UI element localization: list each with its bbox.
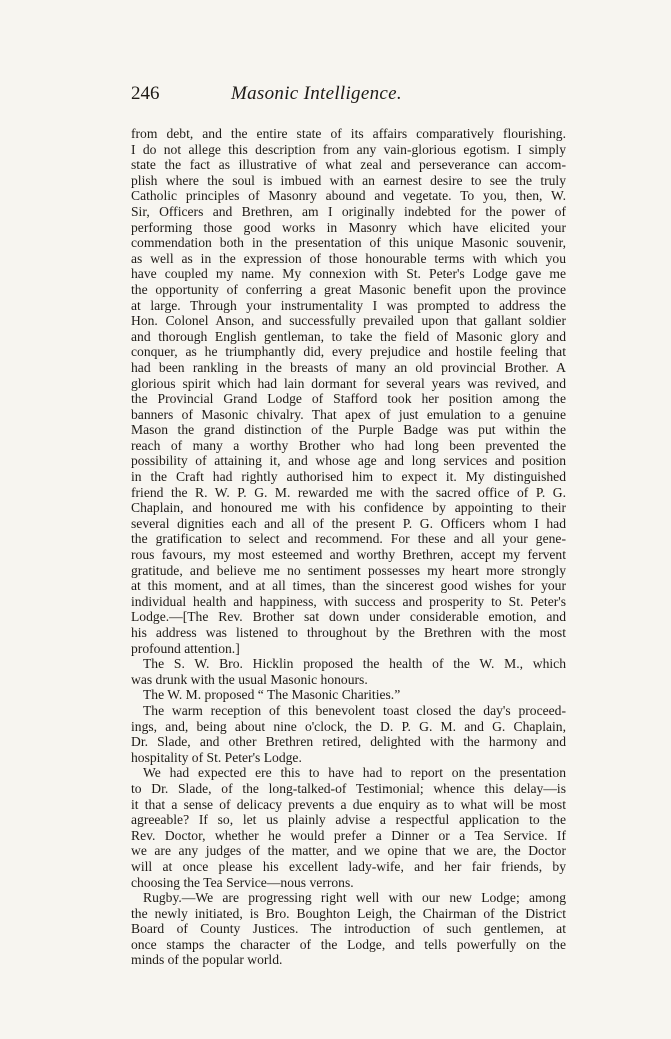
text-line: hospitality of St. Peter's Lodge. xyxy=(131,749,302,765)
text-line: rous favours, my most esteemed and worthy Brethren, accept my fervent xyxy=(131,547,566,563)
text-line: in the Craft had rightly authorised him to expect it. My distinguished xyxy=(131,469,566,485)
text-line: will at once please his excellent lady-wife, and her fair friends, by xyxy=(131,858,566,874)
text-line: Mason the grand distinction of the Purple Badge was put within the xyxy=(131,422,566,438)
text-line: at this moment, and at all times, than the sincerest good wishes for your xyxy=(131,578,566,594)
text-line: Chaplain, and honoured me with his confidence by appointing to their xyxy=(131,500,566,516)
text-line: the Provincial Grand Lodge of Stafford took her position among the xyxy=(131,391,566,407)
text-line: We had expected ere this to have had to report on the presentation xyxy=(143,765,566,781)
text-line: the gratification to select and recommend. For these and all your gene- xyxy=(131,531,566,547)
text-line: was drunk with the usual Masonic honours. xyxy=(131,671,368,687)
text-line: had been rankling in the breasts of many an old provincial Brother. A xyxy=(131,359,566,375)
text-line: choosing the Tea Service—nous verrons. xyxy=(131,874,354,890)
text-line: Sir, Officers and Brethren, am I originally indebted for the power of xyxy=(131,203,566,219)
text-line: we are any judges of the matter, and we opine that we are, the Doctor xyxy=(131,843,566,859)
text-line: performing those good works in Masonry which have elicited your xyxy=(131,219,566,235)
text-line: once stamps the character of the Lodge, and tells powerfully on the xyxy=(131,936,566,952)
text-line: Board of County Justices. The introduction of such gentlemen, at xyxy=(131,921,566,937)
text-line: agreeable? If so, let us plainly advise a respectful application to the xyxy=(131,812,566,828)
text-line: banners of Masonic chivalry. That apex of just emulation to a genuine xyxy=(131,406,566,422)
text-line: The warm reception of this benevolent toast closed the day's proceed- xyxy=(143,702,566,718)
text-line: Rugby.—We are progressing right well with our new Lodge; among xyxy=(143,890,566,906)
text-line: his address was listened to throughout by the Brethren with the most xyxy=(131,625,566,640)
text-line: and thorough English gentleman, to take the field of Masonic glory and xyxy=(131,328,566,344)
text-line: commendation both in the presentation of this unique Masonic souvenir, xyxy=(131,235,566,251)
body-text xyxy=(131,126,566,968)
text-line: Hon. Colonel Anson, and successfully prevailed upon that gallant soldier xyxy=(131,313,566,329)
text-line: individual health and happiness, with success and prosperity to St. Peter's xyxy=(131,593,566,609)
text-line: have coupled my name. My connexion with St. Peter's Lodge gave me xyxy=(131,266,566,282)
text-line: friend the R. W. P. G. M. rewarded me with the sacred office of P. G. xyxy=(131,484,566,500)
text-line: reach of many a worthy Brother who had long been prevented the xyxy=(131,437,566,453)
text-line: The W. M. proposed “ The Masonic Charities.” xyxy=(143,687,401,703)
text-line: conquer, as he triumphantly did, every prejudice and hostile feeling that xyxy=(131,344,566,360)
page-header xyxy=(131,82,566,106)
text-line: state the fact as illustrative of what zeal and perseverance can accom- xyxy=(131,157,566,173)
text-line: glorious spirit which had lain dormant for several years was revived, and xyxy=(131,375,566,391)
text-line: ings, and, being about nine o'clock, the D. P. G. M. and G. Chaplain, xyxy=(131,718,566,734)
page-number: 246 xyxy=(131,83,160,104)
text-line: as well as in the expression of those honourable terms with which you xyxy=(131,250,566,266)
running-title: Masonic Intelligence. xyxy=(231,83,402,104)
text-line: it that a sense of delicacy prevents a due enquiry as to what will be most xyxy=(131,796,566,812)
text-line: The S. W. Bro. Hicklin proposed the health of the W. M., which xyxy=(143,656,566,672)
text-line: Lodge.—[The Rev. Brother sat down under considerable emotion, and xyxy=(131,609,566,625)
text-line: from debt, and the entire state of its affairs comparatively flourishing. xyxy=(131,126,566,141)
text-line: Dr. Slade, and other Brethren retired, delighted with the harmony and xyxy=(131,734,566,750)
text-line: Catholic principles of Masonry abound and vegetate. To you, then, W. xyxy=(131,188,566,204)
text-line: Rev. Doctor, whether he would prefer a Dinner or a Tea Service. If xyxy=(131,827,566,843)
text-line: gratitude, and believe me no sentiment possesses my heart more strongly xyxy=(131,562,566,578)
text-line: at large. Through your instrumentality I was prompted to address the xyxy=(131,297,566,313)
text-line: minds of the popular world. xyxy=(131,952,283,968)
text-line: to Dr. Slade, of the long-talked-of Testimonial; whence this delay—is xyxy=(131,780,566,796)
text-line: possibility of attaining it, and whose age and long services and position xyxy=(131,453,566,469)
text-line: plish where the soul is imbued with an earnest desire to see the truly xyxy=(131,172,566,188)
text-line: I do not allege this description from any vain-glorious egotism. I simply xyxy=(131,141,566,157)
text-line: the newly initiated, is Bro. Boughton Leigh, the Chairman of the District xyxy=(131,905,566,921)
text-line: profound attention.] xyxy=(131,640,240,656)
text-line: the opportunity of conferring a great Masonic benefit upon the province xyxy=(131,281,566,297)
text-line: several dignities each and all of the present P. G. Officers whom I had xyxy=(131,515,566,531)
